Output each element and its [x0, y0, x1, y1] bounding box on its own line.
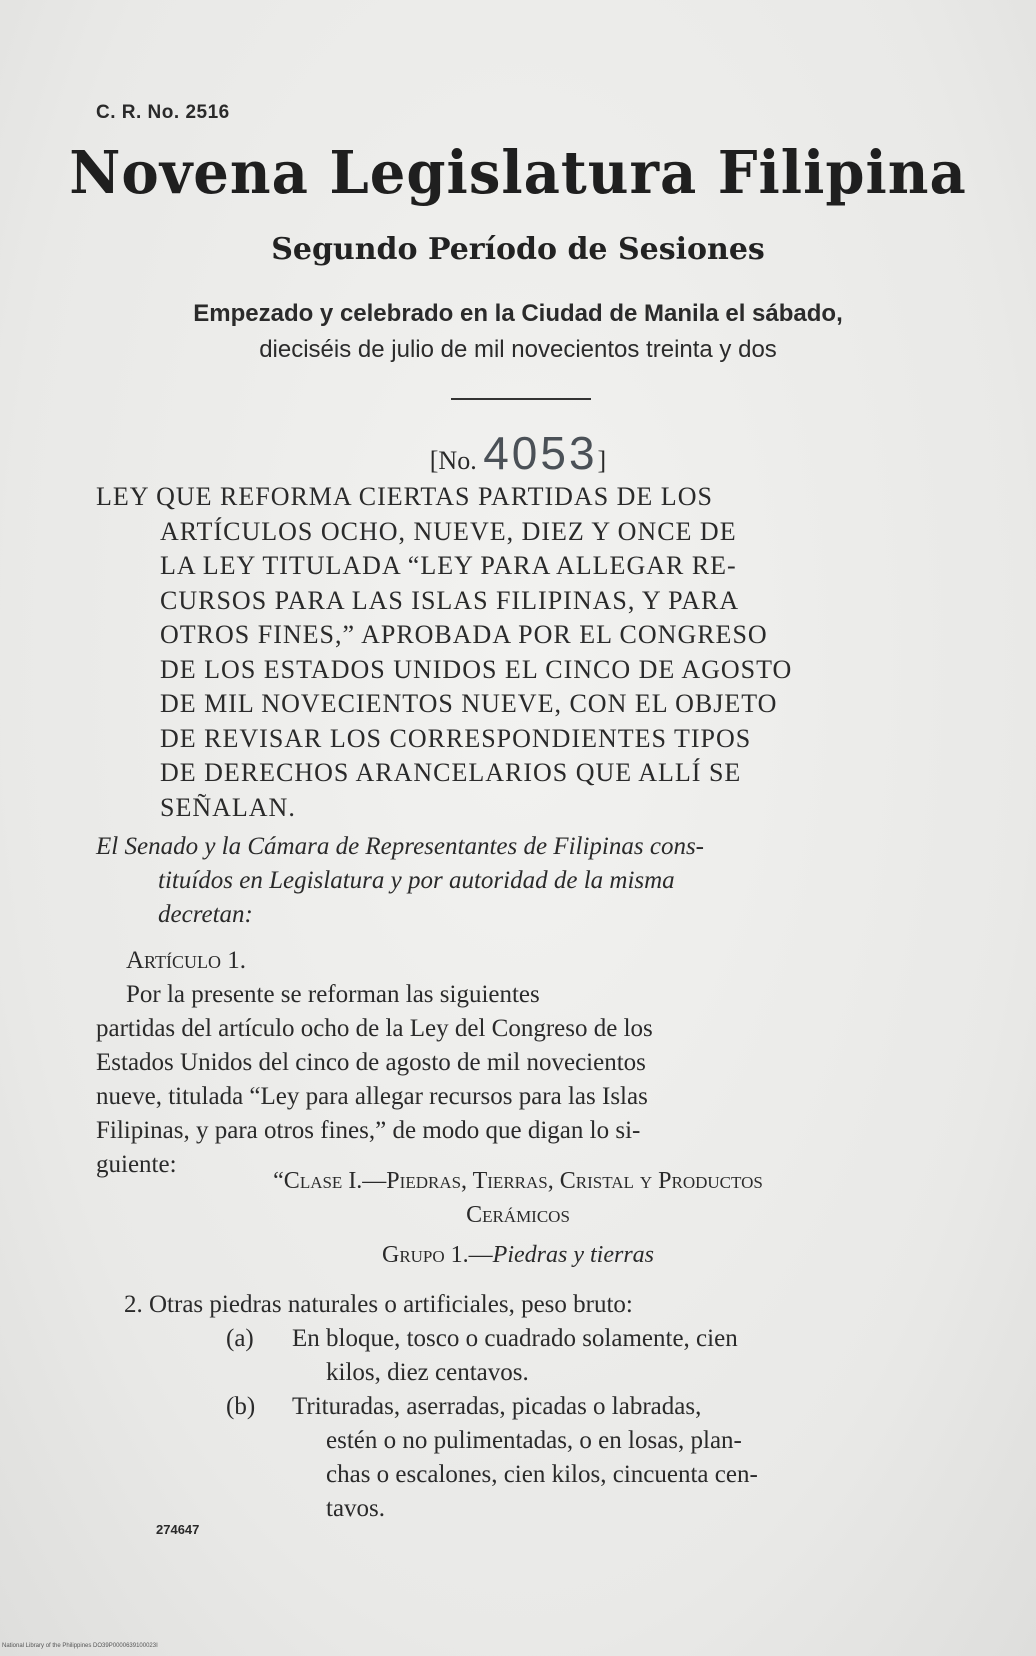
heading-line: DE LOS ESTADOS UNIDOS EL CINCO DE AGOSTO	[160, 654, 793, 684]
law-heading	[96, 480, 930, 825]
clase-line: Cerámicos	[466, 1202, 570, 1228]
subitem-line: Trituradas, aserradas, picadas o labradas,	[292, 1393, 702, 1420]
heading-line: OTROS FINES,” APROBADA POR EL CONGRESO	[160, 620, 768, 649]
subitem-line: tavos.	[326, 1495, 386, 1522]
grupo-name: Piedras y tierras	[492, 1242, 654, 1268]
intro-line-1: Empezado y celebrado en la Ciudad de Manila el sábado,	[193, 300, 843, 327]
article-label: Artículo 1.	[126, 947, 246, 974]
law-number-prefix: [No.	[429, 446, 477, 475]
article-line: Por la presente se reforman las siguientes	[126, 981, 540, 1008]
session-intro	[0, 296, 1036, 368]
intro-line-2: dieciséis de julio de mil novecientos treinta y dos	[259, 336, 777, 363]
article-line: Estados Unidos del cinco de agosto de mil novecientos	[96, 1049, 646, 1076]
enacting-line: El Senado y la Cámara de Representantes de Filipinas cons-	[96, 833, 704, 860]
cr-number: C. R. No. 2516	[96, 102, 230, 123]
article-line: nueve, titulada “Ley para allegar recursos para las Islas	[96, 1083, 648, 1110]
subitem-label: (a)	[226, 1325, 254, 1352]
subitem-line: En bloque, tosco o cuadrado solamente, cien	[292, 1325, 738, 1352]
scan-footer: National Library of the Philippines DO39P0000639100023I	[2, 1643, 158, 1649]
heading-line: CURSOS PARA LAS ISLAS FILIPINAS, Y PARA	[160, 585, 740, 615]
heading-line: LEY QUE REFORMA CIERTAS PARTIDAS DE LOS	[96, 482, 713, 511]
subitem-line: chas o escalones, cien kilos, cincuenta cen-	[326, 1461, 758, 1488]
article-1	[96, 944, 930, 1182]
law-number	[0, 426, 1036, 480]
clase-line: “Clase I.—Piedras, Tierras, Cristal y Productos	[273, 1168, 763, 1194]
law-number-suffix: ]	[597, 446, 607, 475]
subitem-line: estén o no pulimentadas, o en losas, plan-	[326, 1427, 742, 1454]
enacting-line: decretan:	[158, 901, 253, 928]
heading-line: ARTÍCULOS OCHO, NUEVE, DIEZ Y ONCE DE	[160, 516, 737, 546]
divider-rule	[451, 398, 591, 400]
article-line: Filipinas, y para otros fines,” de modo que digan lo si-	[96, 1117, 641, 1144]
heading-line: LA LEY TITULADA “LEY PARA ALLEGAR RE-	[160, 551, 737, 580]
page-subtitle: Segundo Período de Sesiones	[271, 232, 765, 267]
enacting-clause	[96, 830, 930, 932]
article-line: partidas del artículo ocho de la Ley del Congreso de los	[96, 1015, 653, 1042]
grupo-label: Grupo 1.—	[381, 1242, 493, 1268]
heading-line: DE REVISAR LOS CORRESPONDIENTES TIPOS	[160, 723, 752, 753]
tariff-item: 2. Otras piedras naturales o artificiales, peso bruto:	[124, 1291, 633, 1318]
clase-heading	[0, 1164, 1036, 1232]
heading-line: DE MIL NOVECIENTOS NUEVE, CON EL OBJETO	[160, 689, 778, 718]
law-number-stamp: 4053	[483, 427, 598, 479]
enacting-line: tituídos en Legislatura y por autoridad de la misma	[158, 867, 675, 894]
print-number: 274647	[156, 1522, 200, 1537]
article-line: guiente:	[96, 1151, 177, 1178]
subitem-line: kilos, diez centavos.	[326, 1359, 529, 1386]
subitem-label: (b)	[226, 1393, 256, 1420]
heading-line: DE DERECHOS ARANCELARIOS QUE ALLÍ SE	[160, 758, 742, 787]
page-title: Novena Legislatura Filipina	[69, 138, 967, 208]
grupo-heading	[0, 1242, 1036, 1269]
heading-line: SEÑALAN.	[160, 792, 296, 822]
